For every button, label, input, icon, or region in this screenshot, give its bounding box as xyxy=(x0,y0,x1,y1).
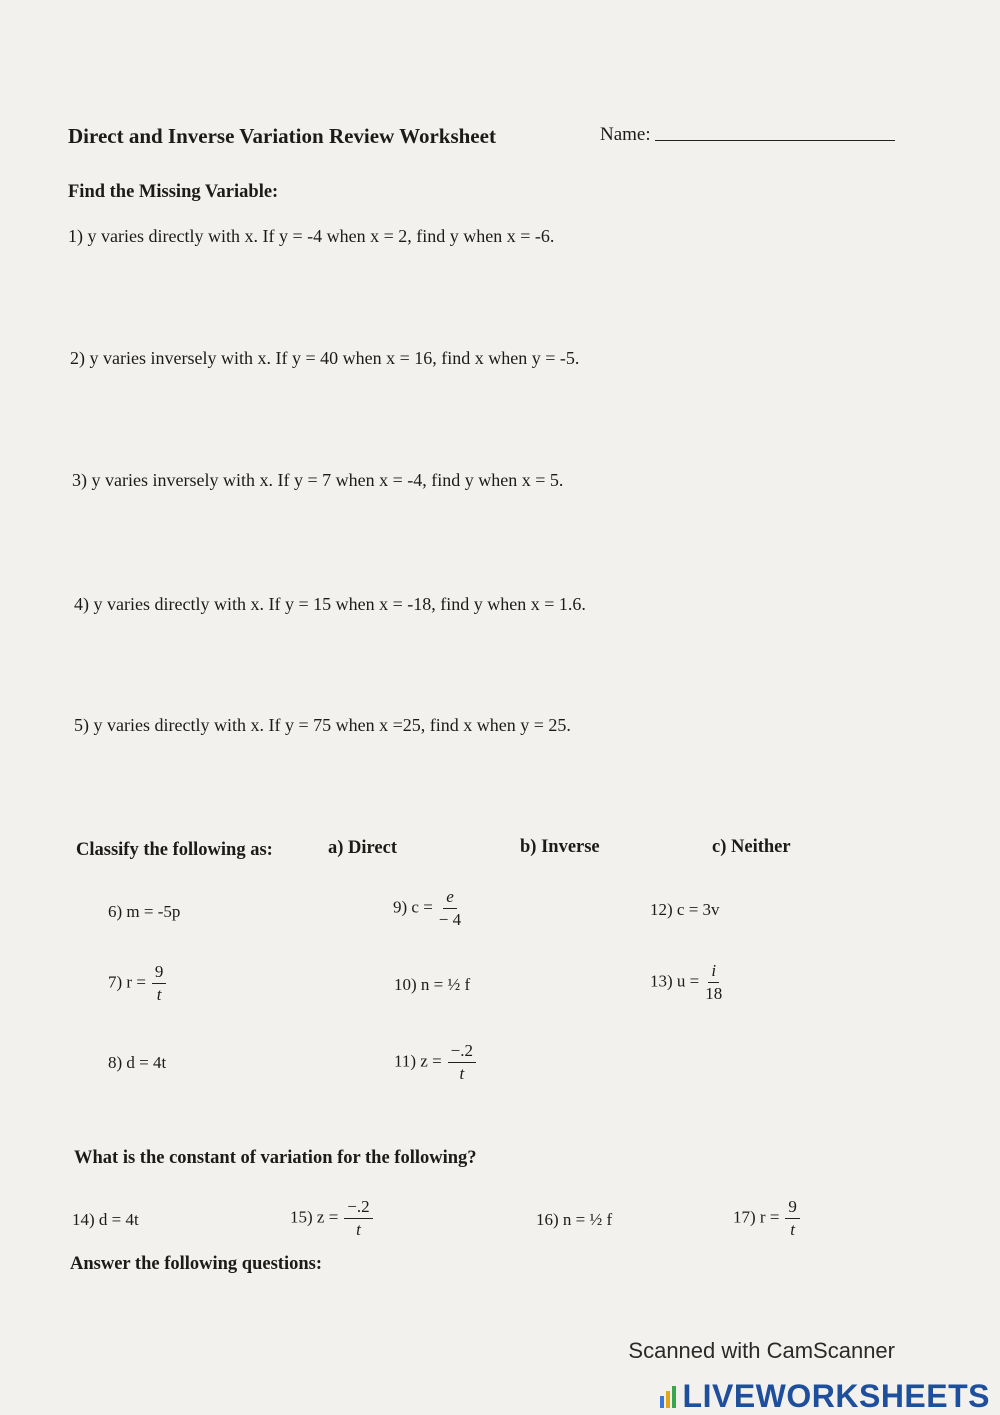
name-line[interactable] xyxy=(655,140,895,141)
item-16: 16) n = ½ f xyxy=(536,1210,613,1229)
section-missing-variable-heading: Find the Missing Variable: xyxy=(68,182,279,202)
item-13-numerator: i xyxy=(708,962,719,983)
question-4: 4) y varies directly with x. If y = 15 when x = -18, find y when x = 1.6. xyxy=(74,594,586,614)
section-answer-heading: Answer the following questions: xyxy=(70,1254,322,1274)
item-11-fraction xyxy=(448,1042,476,1083)
section-constant-heading: What is the constant of variation for the following? xyxy=(74,1148,477,1168)
question-2: 2) y varies inversely with x. If y = 40 when x = 16, find x when y = -5. xyxy=(70,348,580,368)
scanned-with-camscanner: Scanned with CamScanner xyxy=(628,1338,895,1363)
item-13 xyxy=(650,962,722,1003)
item-15-fraction xyxy=(344,1198,372,1239)
item-7-fraction xyxy=(152,963,167,1004)
item-15-numerator: −.2 xyxy=(344,1198,372,1219)
section-classify-heading: Classify the following as: xyxy=(76,840,273,860)
item-9-prefix: 9) c = xyxy=(393,897,433,917)
item-8: 8) d = 4t xyxy=(108,1053,167,1072)
item-17-fraction xyxy=(785,1198,800,1239)
liveworksheets-logo-icon xyxy=(657,1384,679,1410)
liveworksheets-text: LIVEWORKSHEETS xyxy=(682,1378,990,1414)
item-17-prefix: 17) r = xyxy=(733,1207,780,1227)
item-17-numerator: 9 xyxy=(785,1198,800,1219)
item-7-numerator: 9 xyxy=(152,963,167,984)
question-5: 5) y varies directly with x. If y = 75 when x =25, find x when y = 25. xyxy=(74,715,571,735)
item-13-prefix: 13) u = xyxy=(650,971,700,991)
option-inverse: b) Inverse xyxy=(520,837,600,857)
item-10: 10) n = ½ f xyxy=(394,975,471,994)
item-7-prefix: 7) r = xyxy=(108,972,146,992)
option-direct: a) Direct xyxy=(328,838,397,858)
item-13-denominator: 18 xyxy=(705,983,723,1003)
item-11-numerator: −.2 xyxy=(448,1042,476,1063)
item-6: 6) m = -5p xyxy=(108,902,181,921)
item-15 xyxy=(290,1198,373,1239)
item-11-prefix: 11) z = xyxy=(394,1051,442,1071)
item-11-denominator: t xyxy=(459,1063,465,1083)
item-14: 14) d = 4t xyxy=(72,1210,139,1229)
item-9 xyxy=(393,888,461,929)
option-neither: c) Neither xyxy=(712,837,791,857)
item-9-fraction xyxy=(439,888,461,929)
item-9-numerator: e xyxy=(443,888,457,909)
item-7-denominator: t xyxy=(156,984,162,1004)
item-9-denominator: − 4 xyxy=(438,909,462,929)
item-11 xyxy=(394,1042,476,1083)
item-15-prefix: 15) z = xyxy=(290,1207,339,1227)
item-15-denominator: t xyxy=(356,1219,361,1239)
item-7 xyxy=(108,963,166,1004)
item-12: 12) c = 3v xyxy=(650,900,720,919)
worksheet-title: Direct and Inverse Variation Review Worksheet xyxy=(68,124,496,148)
question-1: 1) y varies directly with x. If y = -4 when x = 2, find y when x = -6. xyxy=(68,226,555,246)
item-13-fraction xyxy=(705,962,722,1003)
liveworksheets-brand xyxy=(657,1378,990,1415)
item-17-denominator: t xyxy=(790,1219,796,1239)
item-17 xyxy=(733,1198,800,1239)
question-3: 3) y varies inversely with x. If y = 7 when x = -4, find y when x = 5. xyxy=(72,470,564,490)
name-label: Name: xyxy=(600,124,651,145)
